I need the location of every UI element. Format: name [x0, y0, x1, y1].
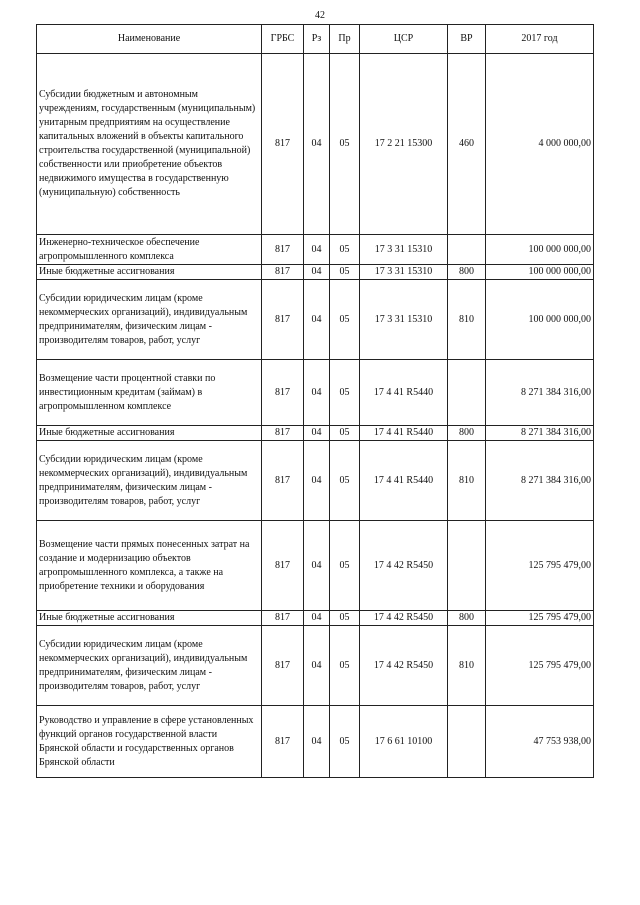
row-csr: 17 4 42 R5450: [360, 626, 448, 706]
row-csr: 17 3 31 15310: [360, 265, 448, 280]
row-amount: 125 795 479,00: [486, 611, 594, 626]
row-pr: 05: [330, 265, 360, 280]
row-name: Иные бюджетные ассигнования: [37, 265, 262, 280]
row-csr: 17 2 21 15300: [360, 54, 448, 235]
row-name: Субсидии юридическим лицам (кроме некоммерческих организаций), индивидуальным предпринимателям, физическим лицам - производителям товаров, работ, услуг: [37, 441, 262, 521]
header-name: Наименование: [37, 25, 262, 54]
row-name: Возмещение части прямых понесенных затрат на создание и модернизацию объектов агропромышленного комплекса, а также на приобретение техники и оборудования: [37, 521, 262, 611]
table-row: [37, 426, 594, 441]
row-grbs: 817: [262, 280, 304, 360]
row-amount: 125 795 479,00: [486, 626, 594, 706]
row-grbs: 817: [262, 265, 304, 280]
row-amount: 4 000 000,00: [486, 54, 594, 235]
row-name: Субсидии бюджетным и автономным учреждениям, государственным (муниципальным) унитарным предприятиям на осуществление капитальных вложений в объекты капитального строительства государственной (муниципальной) собственности или приобретение объектов недвижимого имущества в государственную (муниципальную) собственность: [37, 54, 262, 235]
table-row: [37, 235, 594, 265]
row-grbs: 817: [262, 426, 304, 441]
row-vr: [448, 521, 486, 611]
row-amount: 8 271 384 316,00: [486, 441, 594, 521]
row-name: Инженерно-техническое обеспечение агропромышленного комплекса: [37, 235, 262, 265]
table-row: [37, 626, 594, 706]
row-vr: 800: [448, 426, 486, 441]
row-name: Субсидии юридическим лицам (кроме некоммерческих организаций), индивидуальным предпринимателям, физическим лицам - производителям товаров, работ, услуг: [37, 626, 262, 706]
row-csr: 17 4 41 R5440: [360, 426, 448, 441]
row-rz: 04: [304, 426, 330, 441]
row-csr: 17 4 41 R5440: [360, 360, 448, 426]
table-row: [37, 280, 594, 360]
row-pr: 05: [330, 360, 360, 426]
row-rz: 04: [304, 441, 330, 521]
table-row: [37, 265, 594, 280]
header-csr: ЦСР: [360, 25, 448, 54]
row-rz: 04: [304, 521, 330, 611]
table-header-row: [37, 25, 594, 54]
header-year: 2017 год: [486, 25, 594, 54]
row-pr: 05: [330, 280, 360, 360]
row-pr: 05: [330, 626, 360, 706]
row-grbs: 817: [262, 521, 304, 611]
header-grbs: ГРБС: [262, 25, 304, 54]
row-pr: 05: [330, 611, 360, 626]
row-pr: 05: [330, 521, 360, 611]
table-row: [37, 360, 594, 426]
row-rz: 04: [304, 235, 330, 265]
row-name: Возмещение части процентной ставки по инвестиционным кредитам (займам) в агропромышленном комплексе: [37, 360, 262, 426]
page-number: 42: [315, 10, 325, 21]
budget-table: [36, 24, 594, 778]
row-grbs: 817: [262, 54, 304, 235]
row-amount: 100 000 000,00: [486, 280, 594, 360]
header-rz: Рз: [304, 25, 330, 54]
row-rz: 04: [304, 54, 330, 235]
row-amount: 8 271 384 316,00: [486, 360, 594, 426]
row-vr: [448, 706, 486, 778]
row-pr: 05: [330, 235, 360, 265]
row-grbs: 817: [262, 235, 304, 265]
row-amount: 47 753 938,00: [486, 706, 594, 778]
row-grbs: 817: [262, 441, 304, 521]
row-grbs: 817: [262, 611, 304, 626]
table-row: [37, 611, 594, 626]
row-amount: 100 000 000,00: [486, 235, 594, 265]
row-grbs: 817: [262, 706, 304, 778]
row-amount: 8 271 384 316,00: [486, 426, 594, 441]
row-csr: 17 3 31 15310: [360, 280, 448, 360]
row-name: Субсидии юридическим лицам (кроме некоммерческих организаций), индивидуальным предпринимателям, физическим лицам - производителям товаров, работ, услуг: [37, 280, 262, 360]
row-amount: 100 000 000,00: [486, 265, 594, 280]
row-name: Руководство и управление в сфере установленных функций органов государственной власти Брянской области и государственных органов Брянской области: [37, 706, 262, 778]
row-vr: 800: [448, 265, 486, 280]
row-csr: 17 4 41 R5440: [360, 441, 448, 521]
row-rz: 04: [304, 280, 330, 360]
row-grbs: 817: [262, 626, 304, 706]
row-csr: 17 4 42 R5450: [360, 611, 448, 626]
row-rz: 04: [304, 626, 330, 706]
table-row: [37, 706, 594, 778]
row-pr: 05: [330, 426, 360, 441]
row-vr: 460: [448, 54, 486, 235]
row-csr: 17 3 31 15310: [360, 235, 448, 265]
row-grbs: 817: [262, 360, 304, 426]
row-vr: 810: [448, 441, 486, 521]
row-pr: 05: [330, 441, 360, 521]
table-row: [37, 441, 594, 521]
row-rz: 04: [304, 611, 330, 626]
table-row: [37, 54, 594, 235]
row-vr: 810: [448, 626, 486, 706]
row-csr: 17 6 61 10100: [360, 706, 448, 778]
row-vr: 810: [448, 280, 486, 360]
header-vr: ВР: [448, 25, 486, 54]
row-rz: 04: [304, 706, 330, 778]
row-rz: 04: [304, 265, 330, 280]
row-vr: 800: [448, 611, 486, 626]
row-csr: 17 4 42 R5450: [360, 521, 448, 611]
row-amount: 125 795 479,00: [486, 521, 594, 611]
row-vr: [448, 360, 486, 426]
row-name: Иные бюджетные ассигнования: [37, 426, 262, 441]
row-name: Иные бюджетные ассигнования: [37, 611, 262, 626]
table-row: [37, 521, 594, 611]
row-pr: 05: [330, 706, 360, 778]
row-pr: 05: [330, 54, 360, 235]
header-pr: Пр: [330, 25, 360, 54]
row-vr: [448, 235, 486, 265]
row-rz: 04: [304, 360, 330, 426]
